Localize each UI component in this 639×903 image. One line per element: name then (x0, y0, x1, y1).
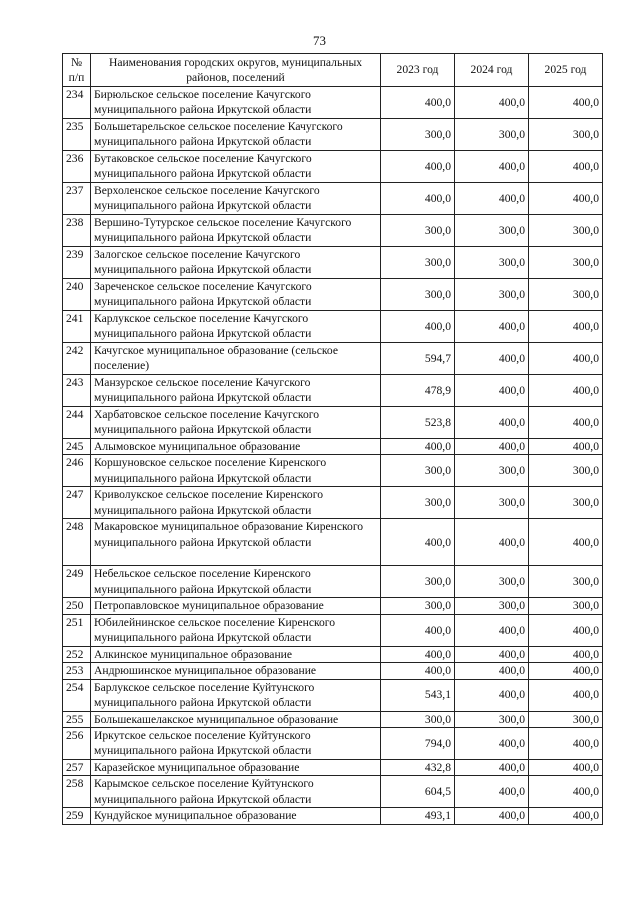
municipality-name: Андрюшинское муниципальное образование (91, 663, 381, 679)
municipality-name: Манзурское сельское поселение Качугского муниципального района Иркутской области (91, 375, 381, 407)
value-2023: 794,0 (381, 728, 455, 760)
table-row (63, 679, 603, 711)
row-number: 234 (63, 87, 91, 119)
value-2025: 400,0 (529, 679, 603, 711)
value-2025: 300,0 (529, 711, 603, 727)
row-number: 252 (63, 646, 91, 662)
row-number: 248 (63, 519, 91, 566)
municipality-name: Криволукское сельское поселение Киренского муниципального района Иркутской области (91, 487, 381, 519)
value-2023: 300,0 (381, 215, 455, 247)
value-2023: 400,0 (381, 183, 455, 215)
table-row (63, 87, 603, 119)
value-2025: 400,0 (529, 183, 603, 215)
municipality-name: Коршуновское сельское поселение Киренского муниципального района Иркутской области (91, 455, 381, 487)
municipality-name: Вершино-Тутурское сельское поселение Качугского муниципального района Иркутской области (91, 215, 381, 247)
table-row (63, 663, 603, 679)
value-2023: 400,0 (381, 151, 455, 183)
value-2025: 300,0 (529, 215, 603, 247)
table-row (63, 598, 603, 614)
value-2023: 400,0 (381, 663, 455, 679)
value-2024: 400,0 (455, 87, 529, 119)
table-row (63, 711, 603, 727)
municipality-name: Каразейское муниципальное образование (91, 760, 381, 776)
municipality-name: Кундуйское муниципальное образование (91, 808, 381, 824)
municipality-name: Большетарельское сельское поселение Качугского муниципального района Иркутской области (91, 119, 381, 151)
row-number: 254 (63, 679, 91, 711)
row-number: 235 (63, 119, 91, 151)
table-row (63, 566, 603, 598)
table-row (63, 728, 603, 760)
value-2025: 300,0 (529, 598, 603, 614)
row-number: 258 (63, 776, 91, 808)
municipality-name: Небельское сельское поселение Киренского муниципального района Иркутской области (91, 566, 381, 598)
value-2025: 400,0 (529, 343, 603, 375)
value-2024: 400,0 (455, 679, 529, 711)
value-2025: 400,0 (529, 375, 603, 407)
value-2023: 493,1 (381, 808, 455, 824)
value-2025: 400,0 (529, 808, 603, 824)
value-2025: 400,0 (529, 407, 603, 439)
value-2023: 300,0 (381, 247, 455, 279)
table-row (63, 439, 603, 455)
value-2024: 300,0 (455, 119, 529, 151)
value-2024: 400,0 (455, 614, 529, 646)
row-number: 243 (63, 375, 91, 407)
value-2025: 300,0 (529, 566, 603, 598)
value-2023: 300,0 (381, 566, 455, 598)
value-2024: 300,0 (455, 711, 529, 727)
value-2025: 300,0 (529, 247, 603, 279)
row-number: 259 (63, 808, 91, 824)
municipality-name: Качугское муниципальное образование (сельское поселение) (91, 343, 381, 375)
row-number: 247 (63, 487, 91, 519)
table-row (63, 614, 603, 646)
value-2024: 400,0 (455, 151, 529, 183)
value-2023: 400,0 (381, 439, 455, 455)
value-2023: 300,0 (381, 711, 455, 727)
value-2024: 300,0 (455, 215, 529, 247)
value-2023: 300,0 (381, 279, 455, 311)
value-2024: 400,0 (455, 808, 529, 824)
value-2023: 523,8 (381, 407, 455, 439)
municipality-name: Харбатовское сельское поселение Качугского муниципального района Иркутской области (91, 407, 381, 439)
municipality-name: Бутаковское сельское поселение Качугского муниципального района Иркутской области (91, 151, 381, 183)
row-number: 255 (63, 711, 91, 727)
value-2024: 400,0 (455, 760, 529, 776)
value-2024: 400,0 (455, 375, 529, 407)
value-2024: 400,0 (455, 407, 529, 439)
value-2025: 400,0 (529, 776, 603, 808)
value-2025: 400,0 (529, 614, 603, 646)
municipality-name: Иркутское сельское поселение Куйтунского муниципального района Иркутской области (91, 728, 381, 760)
value-2025: 400,0 (529, 663, 603, 679)
value-2024: 400,0 (455, 646, 529, 662)
row-number: 238 (63, 215, 91, 247)
municipality-name: Юбилейнинское сельское поселение Киренского муниципального района Иркутской области (91, 614, 381, 646)
header-2023: 2023 год (381, 54, 455, 87)
value-2023: 400,0 (381, 519, 455, 566)
value-2025: 300,0 (529, 455, 603, 487)
page-number: 73 (313, 33, 326, 48)
value-2024: 300,0 (455, 487, 529, 519)
table-row (63, 119, 603, 151)
value-2023: 300,0 (381, 455, 455, 487)
municipality-name: Алкинское муниципальное образование (91, 646, 381, 662)
header-2025: 2025 год (529, 54, 603, 87)
value-2024: 300,0 (455, 566, 529, 598)
value-2024: 400,0 (455, 343, 529, 375)
row-number: 245 (63, 439, 91, 455)
table-row (63, 760, 603, 776)
row-number: 239 (63, 247, 91, 279)
row-number: 253 (63, 663, 91, 679)
table-row (63, 151, 603, 183)
municipality-name: Петропавловское муниципальное образование (91, 598, 381, 614)
table-row (63, 279, 603, 311)
row-number: 236 (63, 151, 91, 183)
value-2024: 300,0 (455, 455, 529, 487)
value-2023: 432,8 (381, 760, 455, 776)
value-2023: 400,0 (381, 614, 455, 646)
row-number: 251 (63, 614, 91, 646)
table-row (63, 646, 603, 662)
table-header-row (63, 54, 603, 87)
value-2023: 400,0 (381, 311, 455, 343)
value-2025: 300,0 (529, 119, 603, 151)
row-number: 256 (63, 728, 91, 760)
value-2023: 604,5 (381, 776, 455, 808)
municipality-name: Большекашелакское муниципальное образование (91, 711, 381, 727)
value-2025: 400,0 (529, 151, 603, 183)
value-2025: 300,0 (529, 487, 603, 519)
table-row (63, 375, 603, 407)
table-body (63, 87, 603, 825)
table-row (63, 407, 603, 439)
row-number: 249 (63, 566, 91, 598)
value-2025: 300,0 (529, 279, 603, 311)
table-row (63, 311, 603, 343)
value-2024: 300,0 (455, 247, 529, 279)
value-2025: 400,0 (529, 728, 603, 760)
municipality-name: Бирюльское сельское поселение Качугского муниципального района Иркутской области (91, 87, 381, 119)
value-2024: 400,0 (455, 183, 529, 215)
municipality-name: Барлукское сельское поселение Куйтунского муниципального района Иркутской области (91, 679, 381, 711)
value-2025: 400,0 (529, 760, 603, 776)
header-name: Наименования городских округов, муниципальных районов, поселений (91, 54, 381, 87)
row-number: 237 (63, 183, 91, 215)
row-number: 240 (63, 279, 91, 311)
row-number: 246 (63, 455, 91, 487)
table-row (63, 183, 603, 215)
row-number: 250 (63, 598, 91, 614)
header-number: № п/п (63, 54, 91, 87)
value-2023: 478,9 (381, 375, 455, 407)
value-2024: 400,0 (455, 519, 529, 566)
value-2023: 300,0 (381, 487, 455, 519)
header-2024: 2024 год (455, 54, 529, 87)
table-row (63, 519, 603, 566)
table-row (63, 215, 603, 247)
value-2024: 300,0 (455, 598, 529, 614)
municipality-name: Карлукское сельское поселение Качугского муниципального района Иркутской области (91, 311, 381, 343)
value-2023: 300,0 (381, 598, 455, 614)
value-2025: 400,0 (529, 87, 603, 119)
value-2024: 400,0 (455, 728, 529, 760)
municipality-name: Зареченское сельское поселение Качугского муниципального района Иркутской области (91, 279, 381, 311)
value-2025: 400,0 (529, 519, 603, 566)
value-2023: 594,7 (381, 343, 455, 375)
table-row (63, 343, 603, 375)
allocation-table (62, 53, 603, 825)
municipality-name: Алымовское муниципальное образование (91, 439, 381, 455)
value-2024: 400,0 (455, 663, 529, 679)
value-2024: 400,0 (455, 776, 529, 808)
municipality-name: Залогское сельское поселение Качугского муниципального района Иркутской области (91, 247, 381, 279)
row-number: 242 (63, 343, 91, 375)
table-row (63, 808, 603, 824)
table-row (63, 455, 603, 487)
row-number: 241 (63, 311, 91, 343)
value-2023: 400,0 (381, 646, 455, 662)
municipality-name: Карымское сельское поселение Куйтунского муниципального района Иркутской области (91, 776, 381, 808)
row-number: 244 (63, 407, 91, 439)
value-2023: 400,0 (381, 87, 455, 119)
row-number: 257 (63, 760, 91, 776)
value-2025: 400,0 (529, 311, 603, 343)
value-2025: 400,0 (529, 439, 603, 455)
table-row (63, 487, 603, 519)
value-2023: 543,1 (381, 679, 455, 711)
value-2024: 400,0 (455, 311, 529, 343)
value-2023: 300,0 (381, 119, 455, 151)
value-2024: 400,0 (455, 439, 529, 455)
table-row (63, 776, 603, 808)
table-row (63, 247, 603, 279)
value-2024: 300,0 (455, 279, 529, 311)
municipality-name: Макаровское муниципальное образование Киренского муниципального района Иркутской области (91, 519, 381, 566)
value-2025: 400,0 (529, 646, 603, 662)
municipality-name: Верхоленское сельское поселение Качугского муниципального района Иркутской области (91, 183, 381, 215)
